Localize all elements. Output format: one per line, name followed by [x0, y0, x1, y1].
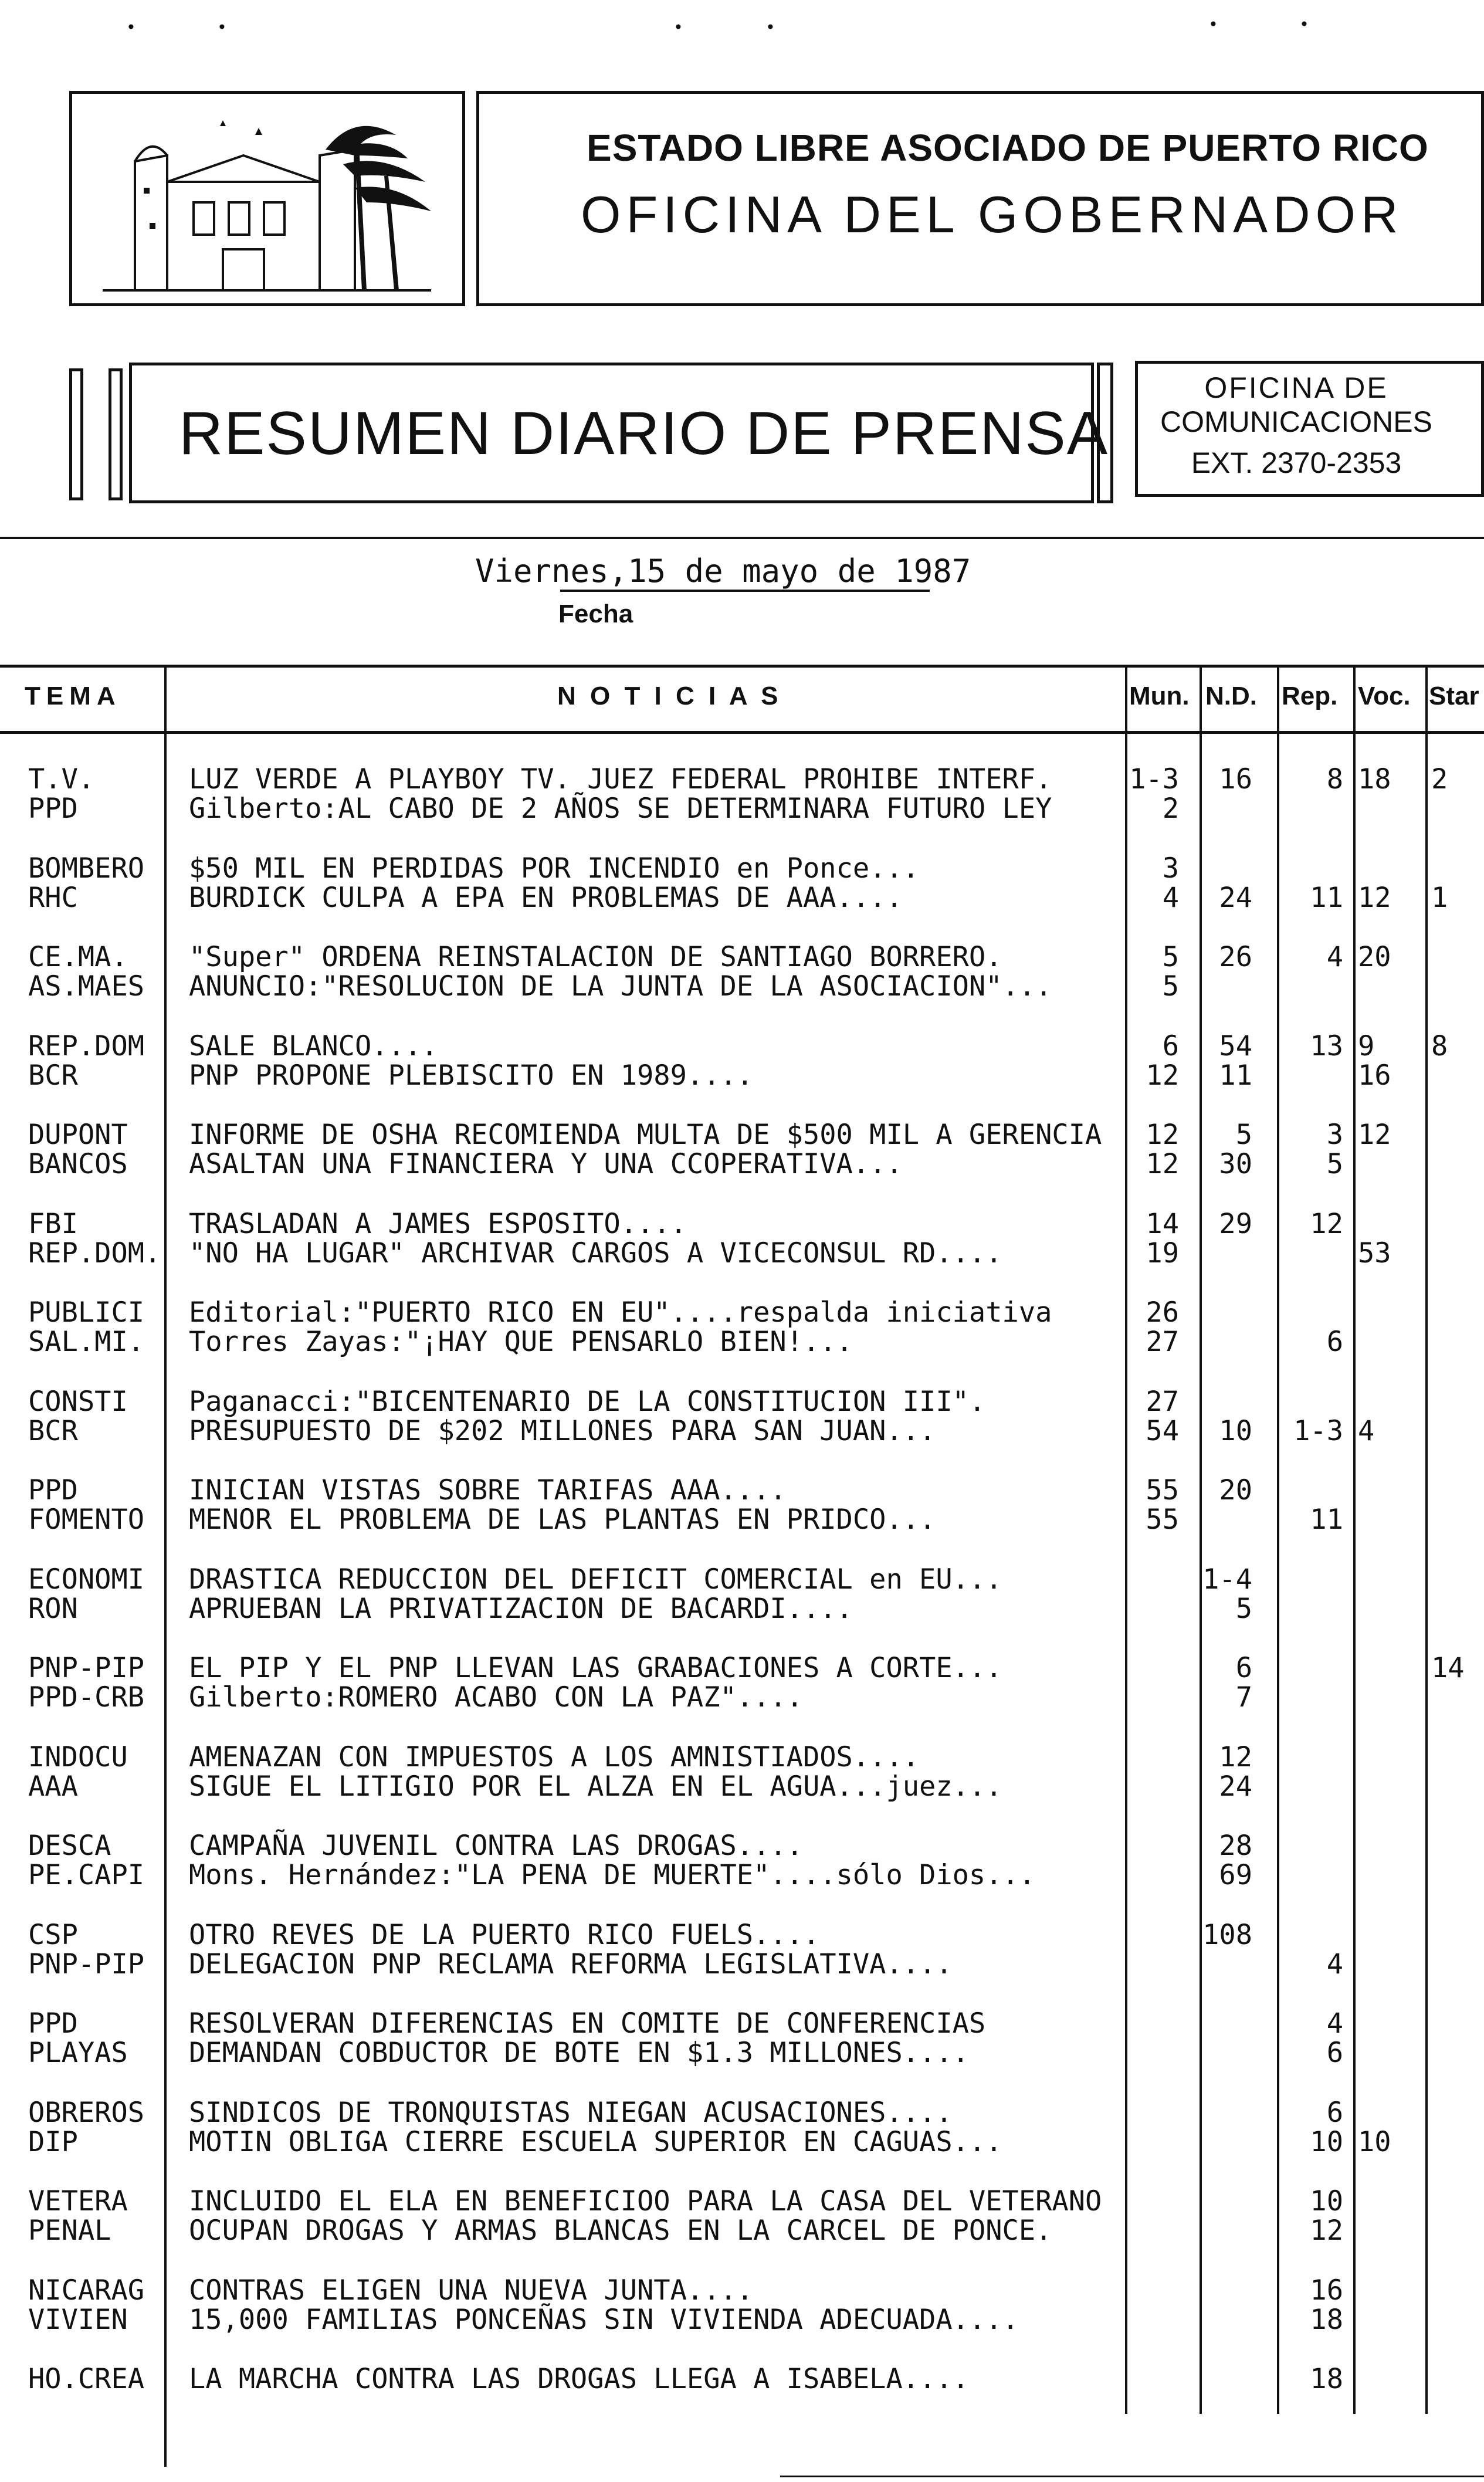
header-mun: Mun. [1129, 682, 1190, 710]
row-tema: INDOCU [28, 1741, 128, 1773]
row-noticia: INFORME DE OSHA RECOMIENDA MULTA DE $500 MIL A GERENCIA [189, 1119, 1102, 1151]
row-noticia: BURDICK CULPA A EPA EN PROBLEMAS DE AAA.... [189, 881, 903, 914]
row-tema: BANCOS [28, 1148, 128, 1180]
row-voc: 20 [1358, 941, 1391, 973]
row-noticia: Editorial:"PUERTO RICO EN EU"....respalda iniciativa [189, 1296, 1052, 1329]
row-rep: 6 [1326, 2096, 1343, 2129]
row-tema: PPD [28, 793, 78, 825]
report-date: Viernes,15 de mayo de 1987 [475, 553, 971, 590]
row-voc: 4 [1358, 1414, 1375, 1447]
row-noticia: LUZ VERDE A PLAYBOY TV. JUEZ FEDERAL PROHIBE INTERF. [189, 763, 1052, 795]
row-noticia: SALE BLANCO.... [189, 1030, 438, 1062]
row-mun: 12 [1146, 1059, 1179, 1092]
row-noticia: Gilberto:ROMERO ACABO CON LA PAZ".... [189, 1681, 803, 1714]
row-rep: 3 [1326, 1119, 1343, 1151]
row-noticia: MOTIN OBLIGA CIERRE ESCUELA SUPERIOR EN CAGUAS... [189, 2125, 1002, 2158]
row-noticia: TRASLADAN A JAMES ESPOSITO.... [189, 1207, 687, 1240]
row-mun: 14 [1146, 1207, 1179, 1240]
row-voc: 16 [1358, 1059, 1391, 1092]
row-tema: HO.CREA [28, 2363, 145, 2395]
row-noticia: ANUNCIO:"RESOLUCION DE LA JUNTA DE LA ASOCIACION"... [189, 970, 1052, 1003]
row-nd: 12 [1219, 1741, 1252, 1773]
row-rep: 12 [1310, 2215, 1343, 2247]
row-mun: 55 [1146, 1474, 1179, 1506]
row-noticia: Gilberto:AL CABO DE 2 AÑOS SE DETERMINARA FUTURO LEY [189, 793, 1052, 825]
row-rep: 18 [1310, 2363, 1343, 2395]
header-divider [0, 537, 1484, 539]
row-noticia: Mons. Hernández:"LA PENA DE MUERTE"....sólo Dios... [189, 1859, 1036, 1891]
row-nd: 11 [1219, 1059, 1252, 1092]
row-star: 8 [1431, 1030, 1448, 1062]
header-rep: Rep. [1282, 682, 1338, 710]
communications-office-ext: EXT. 2370-2353 [1191, 446, 1402, 479]
row-star: 2 [1431, 763, 1448, 795]
row-noticia: Torres Zayas:"¡HAY QUE PENSARLO BIEN!... [189, 1326, 853, 1358]
row-rep: 4 [1326, 2007, 1343, 2040]
row-noticia: INICIAN VISTAS SOBRE TARIFAS AAA.... [189, 1474, 787, 1506]
row-tema: AAA [28, 1770, 78, 1803]
row-rep: 6 [1326, 2037, 1343, 2069]
row-tema: REP.DOM. [28, 1237, 161, 1269]
row-mun: 12 [1146, 1148, 1179, 1180]
row-noticia: INCLUIDO EL ELA EN BENEFICIOO PARA LA CASA DEL VETERANO [189, 2185, 1102, 2217]
row-mun: 6 [1162, 1030, 1179, 1062]
row-noticia: "Super" ORDENA REINSTALACION DE SANTIAGO BORRERO. [189, 941, 1002, 973]
date-underline [560, 590, 930, 592]
row-noticia: SINDICOS DE TRONQUISTAS NIEGAN ACUSACIONES.... [189, 2096, 953, 2129]
header-tema: TEMA [25, 682, 121, 710]
row-star: 14 [1431, 1652, 1465, 1684]
row-tema: BCR [28, 1414, 78, 1447]
row-rep: 8 [1326, 763, 1343, 795]
row-mun: 4 [1162, 881, 1179, 914]
row-noticia: 15,000 FAMILIAS PONCEÑAS SIN VIVIENDA ADECUADA.... [189, 2303, 1019, 2336]
row-tema: CONSTI [28, 1385, 128, 1418]
row-nd: 26 [1219, 941, 1252, 973]
office-name: OFICINA DEL GOBERNADOR [581, 185, 1404, 243]
row-rep: 4 [1326, 1948, 1343, 1980]
row-tema: AS.MAES [28, 970, 145, 1003]
column-divider-mun [1125, 666, 1127, 2414]
row-rep: 1-3 [1293, 1414, 1343, 1447]
row-noticia: APRUEBAN LA PRIVATIZACION DE BACARDI.... [189, 1592, 853, 1625]
row-tema: ECONOMI [28, 1563, 145, 1596]
row-voc: 53 [1358, 1237, 1391, 1269]
row-nd: 16 [1219, 763, 1252, 795]
row-nd: 20 [1219, 1474, 1252, 1506]
row-star: 1 [1431, 881, 1448, 914]
row-voc: 12 [1358, 1119, 1391, 1151]
row-tema: CSP [28, 1918, 78, 1951]
row-tema: FBI [28, 1207, 78, 1240]
row-noticia: MENOR EL PROBLEMA DE LAS PLANTAS EN PRIDCO... [189, 1504, 936, 1536]
row-nd: 24 [1219, 1770, 1252, 1803]
row-mun: 2 [1162, 793, 1179, 825]
column-divider-voc [1353, 666, 1356, 2414]
row-rep: 12 [1310, 1207, 1343, 1240]
row-tema: VIVIEN [28, 2303, 128, 2336]
row-noticia: OTRO REVES DE LA PUERTO RICO FUELS.... [189, 1918, 820, 1951]
column-divider-tema [164, 666, 167, 2467]
row-tema: BOMBERO [28, 852, 145, 885]
row-mun: 3 [1162, 852, 1179, 885]
title-bar-left-2 [109, 368, 123, 500]
row-noticia: AMENAZAN CON IMPUESTOS A LOS AMNISTIADOS.... [189, 1741, 920, 1773]
row-nd: 29 [1219, 1207, 1252, 1240]
row-mun: 5 [1162, 941, 1179, 973]
row-noticia: PRESUPUESTO DE $202 MILLONES PARA SAN JUAN... [189, 1414, 936, 1447]
header-nd: N.D. [1205, 682, 1257, 710]
row-tema: PPD [28, 1474, 78, 1506]
row-nd: 54 [1219, 1030, 1252, 1062]
table-bottom-border [780, 2476, 1484, 2477]
communications-office-line1: OFICINA DE [1204, 371, 1388, 404]
row-noticia: $50 MIL EN PERDIDAS POR INCENDIO en Ponce... [189, 852, 920, 885]
row-mun: 19 [1146, 1237, 1179, 1269]
row-mun: 55 [1146, 1504, 1179, 1536]
row-rep: 6 [1326, 1326, 1343, 1358]
row-nd: 69 [1219, 1859, 1252, 1891]
column-divider-star [1425, 666, 1428, 2414]
row-noticia: EL PIP Y EL PNP LLEVAN LAS GRABACIONES A CORTE... [189, 1652, 1002, 1684]
row-noticia: CONTRAS ELIGEN UNA NUEVA JUNTA.... [189, 2274, 754, 2307]
row-rep: 4 [1326, 941, 1343, 973]
header-star: Star [1429, 682, 1479, 710]
row-tema: RHC [28, 881, 78, 914]
row-noticia: SIGUE EL LITIGIO POR EL ALZA EN EL AGUA...juez... [189, 1770, 1002, 1803]
row-noticia: DELEGACION PNP RECLAMA REFORMA LEGISLATIVA.... [189, 1948, 953, 1980]
row-tema: DIP [28, 2125, 78, 2158]
row-noticia: Paganacci:"BICENTENARIO DE LA CONSTITUCION III". [189, 1385, 986, 1418]
row-rep: 5 [1326, 1148, 1343, 1180]
row-voc: 18 [1358, 763, 1391, 795]
row-mun: 26 [1146, 1296, 1179, 1329]
row-mun: 5 [1162, 970, 1179, 1003]
table-header-border [0, 731, 1484, 734]
row-tema: CE.MA. [28, 941, 128, 973]
title-bar-left-1 [69, 368, 83, 500]
row-voc: 12 [1358, 881, 1391, 914]
row-noticia: "NO HA LUGAR" ARCHIVAR CARGOS A VICECONSUL RD.... [189, 1237, 1002, 1269]
row-noticia: PNP PROPONE PLEBISCITO EN 1989.... [189, 1059, 754, 1092]
row-tema: NICARAG [28, 2274, 145, 2307]
row-rep: 11 [1310, 1504, 1343, 1536]
row-nd: 108 [1202, 1918, 1252, 1951]
row-tema: RON [28, 1592, 78, 1625]
row-voc: 10 [1358, 2125, 1391, 2158]
row-tema: BCR [28, 1059, 78, 1092]
governor-building-logo [79, 100, 455, 296]
row-mun: 27 [1146, 1385, 1179, 1418]
row-tema: VETERA [28, 2185, 128, 2217]
row-rep: 13 [1310, 1030, 1343, 1062]
row-tema: PNP-PIP [28, 1948, 145, 1980]
row-noticia: RESOLVERAN DIFERENCIAS EN COMITE DE CONFERENCIAS [189, 2007, 986, 2040]
header-voc: Voc. [1358, 682, 1411, 710]
row-tema: REP.DOM [28, 1030, 145, 1062]
row-mun: 12 [1146, 1119, 1179, 1151]
row-tema: OBREROS [28, 2096, 145, 2129]
row-tema: PPD [28, 2007, 78, 2040]
row-rep: 10 [1310, 2185, 1343, 2217]
row-tema: PENAL [28, 2215, 111, 2247]
row-tema: PUBLICI [28, 1296, 145, 1329]
row-noticia: CAMPAÑA JUVENIL CONTRA LAS DROGAS.... [189, 1830, 803, 1862]
row-noticia: OCUPAN DROGAS Y ARMAS BLANCAS EN LA CARCEL DE PONCE. [189, 2215, 1052, 2247]
row-noticia: DEMANDAN COBDUCTOR DE BOTE EN $1.3 MILLONES.... [189, 2037, 969, 2069]
row-tema: PLAYAS [28, 2037, 128, 2069]
table-top-border [0, 665, 1484, 668]
row-nd: 10 [1219, 1414, 1252, 1447]
row-rep: 10 [1310, 2125, 1343, 2158]
communications-office-line2: COMUNICACIONES [1160, 405, 1432, 438]
header-noticias: N O T I C I A S [557, 682, 782, 710]
row-rep: 11 [1310, 881, 1343, 914]
row-nd: 28 [1219, 1830, 1252, 1862]
row-noticia: ASALTAN UNA FINANCIERA Y UNA CCOPERATIVA... [189, 1148, 903, 1180]
row-mun: 54 [1146, 1414, 1179, 1447]
title-bar-right [1097, 363, 1113, 503]
row-tema: DUPONT [28, 1119, 128, 1151]
row-nd: 30 [1219, 1148, 1252, 1180]
row-nd: 1-4 [1202, 1563, 1252, 1596]
row-tema: PNP-PIP [28, 1652, 145, 1684]
row-tema: T.V. [28, 763, 95, 795]
row-rep: 18 [1310, 2303, 1343, 2336]
government-name: ESTADO LIBRE ASOCIADO DE PUERTO RICO [587, 127, 1429, 169]
row-tema: DESCA [28, 1830, 111, 1862]
column-divider-nd [1200, 666, 1202, 2414]
row-nd: 7 [1235, 1681, 1252, 1714]
row-tema: FOMENTO [28, 1504, 145, 1536]
date-label: Fecha [558, 600, 633, 628]
report-title: RESUMEN DIARIO DE PRENSA [179, 399, 1109, 468]
row-nd: 24 [1219, 881, 1252, 914]
row-voc: 9 [1358, 1030, 1375, 1062]
row-nd: 6 [1235, 1652, 1252, 1684]
row-noticia: LA MARCHA CONTRA LAS DROGAS LLEGA A ISABELA.... [189, 2363, 969, 2395]
row-mun: 27 [1146, 1326, 1179, 1358]
row-nd: 5 [1235, 1119, 1252, 1151]
row-tema: PE.CAPI [28, 1859, 145, 1891]
row-rep: 16 [1310, 2274, 1343, 2307]
column-divider-rep [1277, 666, 1279, 2414]
row-mun: 1-3 [1129, 763, 1179, 795]
row-nd: 5 [1235, 1592, 1252, 1625]
row-noticia: DRASTICA REDUCCION DEL DEFICIT COMERCIAL en EU... [189, 1563, 1002, 1596]
row-tema: SAL.MI. [28, 1326, 145, 1358]
row-tema: PPD-CRB [28, 1681, 145, 1714]
